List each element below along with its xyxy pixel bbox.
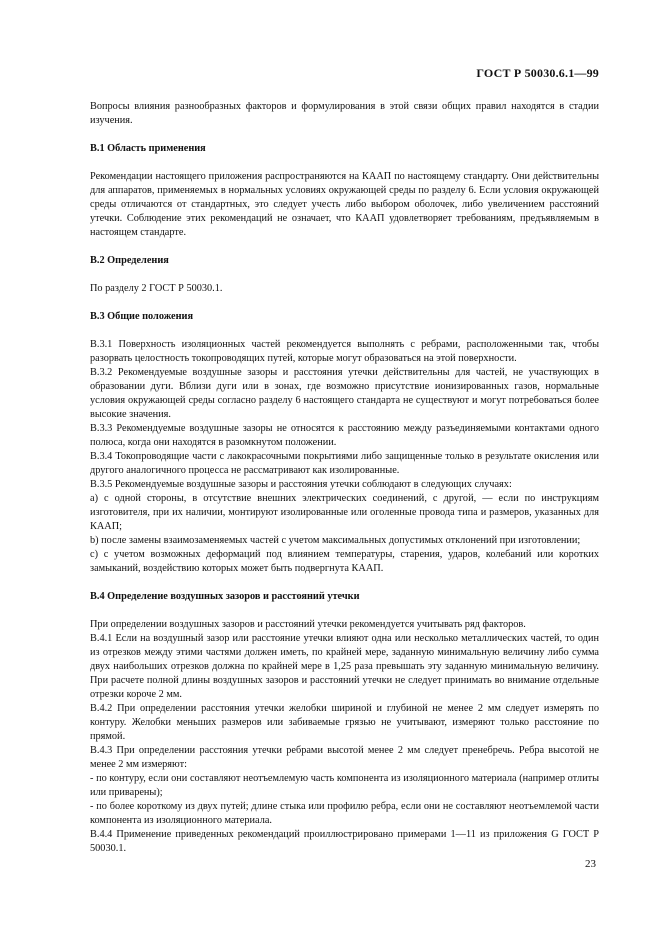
page-content — [90, 100, 599, 856]
paragraph-b4-4: В.4.4 Применение приведенных рекомендаций проиллюстрировано примерами 1—11 из приложения G ГОСТ Р 50030.1. — [90, 829, 599, 854]
section-heading-b1: В.1 Область применения — [90, 143, 206, 154]
paragraph-b3-1: В.3.1 Поверхность изоляционных частей рекомендуется выполнять с ребрами, расположенными так, чтобы разорвать целостность токопроводящих путей, которые могут образоваться на этой поверхности. — [90, 339, 599, 364]
section-heading-b2: В.2 Определения — [90, 255, 169, 266]
list-item-c: с) с учетом возможных деформаций под влиянием температуры, старения, ударов, колебаний или коротких замыканий, воздействию которых может быть подвергнута КААП. — [90, 549, 599, 574]
paragraph-b4-3: В.4.3 При определении расстояния утечки ребрами высотой менее 2 мм следует пренебречь. Ребра высотой не менее 2 мм измеряют: — [90, 745, 599, 770]
list-item-b: b) после замены взаимозаменяемых частей с учетом максимальных допустимых отклонений при изготовлении; — [90, 535, 581, 546]
document-header: ГОСТ Р 50030.6.1—99 — [476, 66, 599, 80]
list-item-a: а) с одной стороны, в отсутствие внешних электрических соединений, с другой, — если по инструкциям изготовителя, при их наличии, монтируют изолированные или оголенные провода типа и размеров, указанных для КААП; — [90, 493, 599, 532]
paragraph-b4-1: В.4.1 Если на воздушный зазор или расстояние утечки влияют одна или несколько металлических частей, то один из отрезков между этими частями должен иметь, по крайней мере, заданную минимальную величину либо сумма двух наибольших отрезков должна по крайней мере в 1,25 раза превышать эту заданную минимальную величину. При расчете полной длины воздушных зазоров и расстояний утечки не следует принимать во внимание отдельные отрезки короче 2 мм. — [90, 633, 599, 700]
page-number: 23 — [585, 858, 596, 870]
dash-item-2: - по более короткому из двух путей; длине стыка или профилю ребра, если они не составляют неотъемлемой части компонента из изоляционного материала. — [90, 801, 599, 826]
paragraph-b4-0: При определении воздушных зазоров и расстояний утечки рекомендуется учитывать ряд факторов. — [90, 619, 526, 630]
intro-paragraph: Вопросы влияния разнообразных факторов и формулирования в этой связи общих правил находятся в стадии изучения. — [90, 101, 599, 126]
paragraph-b3-5: В.3.5 Рекомендуемые воздушные зазоры и расстояния утечки соблюдают в следующих случаях: — [90, 479, 512, 490]
section-heading-b3: В.3 Общие положения — [90, 311, 194, 322]
paragraph-b3-3: В.3.3 Рекомендуемые воздушные зазоры не относятся к расстоянию между разъединяемыми контактами одного полюса, когда они находятся в разомкнутом положении. — [90, 423, 599, 448]
paragraph-b2: По разделу 2 ГОСТ Р 50030.1. — [90, 283, 223, 294]
section-heading-b4: В.4 Определение воздушных зазоров и расстояний утечки — [90, 591, 360, 602]
paragraph-b3-2: В.3.2 Рекомендуемые воздушные зазоры и расстояния утечки действительны для частей, не участвующих в образовании дуги. Вблизи дуги или в зонах, где возможно присутствие ионизированных газов, нормальные условия окружающей среды согласно разделу 6 настоящего стандарта не существуют и могут потребоваться более высокие значения. — [90, 367, 599, 420]
paragraph-b3-4: В.3.4 Токопроводящие части с лакокрасочными покрытиями либо защищенные только в результате окисления или другого аналогичного процесса не рассматривают как изолированные. — [90, 451, 599, 476]
paragraph-b4-2: В.4.2 При определении расстояния утечки желобки шириной и глубиной не менее 2 мм следует измерять по контуру. Желобки меньших размеров или забиваемые грязью не учитывают, измеряют только расстояние по прямой. — [90, 703, 599, 742]
dash-item-1: - по контуру, если они составляют неотъемлемую часть компонента из изоляционного материала (например отлиты или приварены); — [90, 773, 599, 798]
paragraph-b1: Рекомендации настоящего приложения распространяются на КААП по настоящему стандарту. Они действительны для аппаратов, применяемых в нормальных условиях окружающей среды по разделу 6. Если условия окружающей среды отличаются от стандартных, это следует учесть либо выбором оболочек, либо увеличением расстояний утечки. Соблюдение этих рекомендаций не означает, что КААП удовлетворяет требованиям, предъявляемым в настоящем стандарте. — [90, 171, 599, 238]
